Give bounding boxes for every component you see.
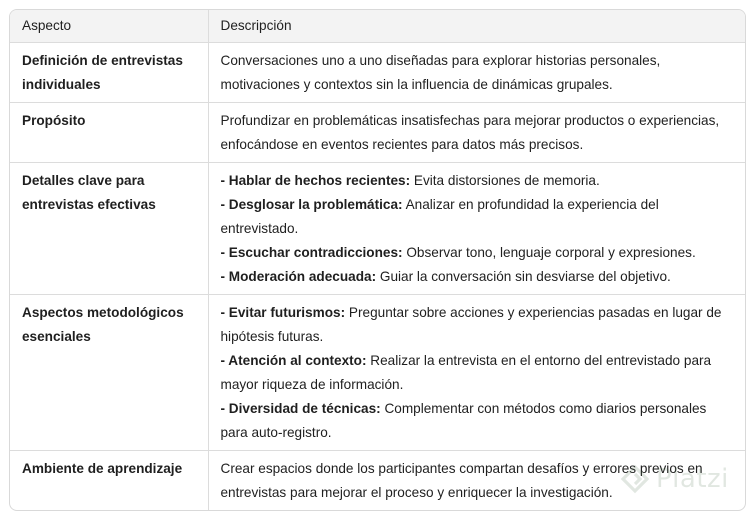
table-header-row: [10, 10, 745, 43]
description-line: [221, 109, 738, 133]
aspect-label-line: esenciales: [22, 329, 91, 344]
description-cell: [208, 103, 745, 163]
aspect-label-line: Aspectos metodológicos: [22, 305, 184, 320]
summary-table: [10, 10, 745, 510]
description-key-term: - Escuchar contradicciones:: [220, 245, 403, 260]
description-text: hipótesis futuras.: [220, 329, 324, 344]
header-description: Descripción: [208, 10, 745, 43]
aspect-cell: [10, 451, 208, 511]
description-text: Profundizar en problemáticas insatisfechas para mejorar productos o experiencias,: [220, 113, 720, 128]
description-line: [221, 241, 738, 265]
table-row: [10, 43, 745, 103]
description-line: [221, 301, 738, 325]
description-text: Complementar con métodos como diarios personales: [380, 401, 707, 416]
description-line: [221, 421, 738, 445]
description-line: [221, 133, 738, 157]
platzi-logo-text: Platzi: [656, 464, 729, 494]
description-cell: [208, 295, 745, 451]
description-text: enfocándose en eventos recientes para datos más precisos.: [220, 137, 584, 152]
description-text: Crear espacios donde los participantes compartan desafíos y errores previos en: [220, 461, 703, 476]
aspect-cell: [10, 43, 208, 103]
description-cell: [208, 163, 745, 295]
aspect-label-line: entrevistas efectivas: [22, 197, 156, 212]
aspect-label-line: Definición de entrevistas: [22, 53, 183, 68]
platzi-logo-icon: [620, 464, 650, 494]
description-text: Conversaciones uno a uno diseñadas para explorar historias personales,: [220, 53, 661, 68]
description-key-term: - Evitar futurismos:: [220, 305, 346, 320]
description-text: Guiar la conversación sin desviarse del objetivo.: [376, 269, 671, 284]
description-line: [221, 325, 738, 349]
description-text: entrevistas para mejorar el proceso y enriquecer la investigación.: [220, 485, 613, 500]
description-line: [221, 265, 738, 289]
aspect-cell: [10, 163, 208, 295]
description-text: Analizar en profundidad la experiencia del: [402, 197, 659, 212]
description-text: Preguntar sobre acciones y experiencias pasadas en lugar de: [345, 305, 722, 320]
aspect-label-line: Detalles clave para: [22, 173, 145, 188]
table-row: [10, 163, 745, 295]
description-line: [221, 373, 738, 397]
description-key-term: - Moderación adecuada:: [220, 269, 377, 284]
description-text: Observar tono, lenguaje corporal y expresiones.: [402, 245, 696, 260]
description-line: [221, 217, 738, 241]
aspect-label-line: individuales: [22, 77, 101, 92]
description-key-term: - Desglosar la problemática:: [220, 197, 403, 212]
description-text: motivaciones y contextos sin la influencia de dinámicas grupales.: [220, 77, 613, 92]
header-aspect: Aspecto: [10, 10, 208, 43]
description-text: mayor riqueza de información.: [220, 377, 404, 392]
description-key-term: - Hablar de hechos recientes:: [220, 173, 411, 188]
description-cell: [208, 43, 745, 103]
description-key-term: - Atención al contexto:: [220, 353, 367, 368]
description-line: [221, 349, 738, 373]
description-text: Evita distorsiones de memoria.: [410, 173, 600, 188]
aspect-cell: [10, 295, 208, 451]
description-line: [221, 169, 738, 193]
description-line: [221, 397, 738, 421]
description-key-term: - Diversidad de técnicas:: [220, 401, 381, 416]
description-line: [221, 49, 738, 73]
platzi-watermark: [620, 462, 744, 496]
aspect-label-line: Propósito: [22, 113, 86, 128]
aspect-cell: [10, 103, 208, 163]
aspect-label-line: Ambiente de aprendizaje: [22, 461, 183, 476]
description-line: [221, 73, 738, 97]
description-text: entrevistado.: [220, 221, 299, 236]
summary-table-container: [9, 9, 746, 511]
description-text: para auto-registro.: [220, 425, 332, 440]
description-text: Realizar la entrevista en el entorno del entrevistado para: [366, 353, 712, 368]
table-row: [10, 103, 745, 163]
description-line: [221, 193, 738, 217]
table-row: [10, 295, 745, 451]
